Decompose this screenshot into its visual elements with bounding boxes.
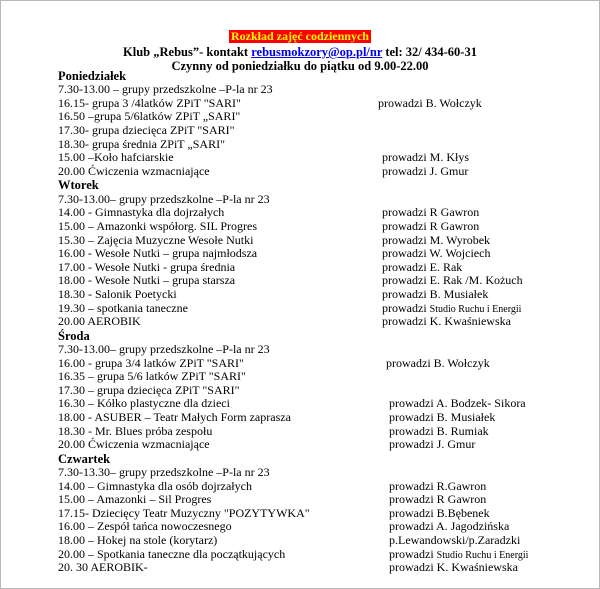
instructor: prowadzi E. Rak xyxy=(382,259,463,274)
phone-number: tel: 32/ 434-60-31 xyxy=(382,45,477,59)
activity: 20.00 Ćwiczenia wzmacniające xyxy=(58,437,210,452)
instructor: prowadzi R Gawron xyxy=(382,218,480,233)
day-heading-monday: Poniedziałek xyxy=(58,69,127,83)
activity: 20.00 Ćwiczenia wzmacniające xyxy=(58,163,210,178)
activity: 18.30- grupa średnia ZPiT „SARI" xyxy=(58,136,225,151)
activity: 15.30 – Zajęcia Muzyczne Wesołe Nutki xyxy=(58,232,254,247)
instructor: prowadzi B. Musiałek xyxy=(382,286,489,301)
schedule-row xyxy=(58,520,598,534)
schedule-row xyxy=(58,466,598,480)
schedule-row xyxy=(58,138,598,152)
activity: 16.35 – grupa 5/6 latków ZPiT "SARI" xyxy=(58,369,246,384)
instructor: prowadzi K. Kwaśniewska xyxy=(382,314,511,329)
schedule-row xyxy=(58,220,598,234)
schedule-row xyxy=(58,165,598,179)
email-link[interactable]: rebusmokzory@op.pl/nr xyxy=(251,45,383,59)
schedule-row xyxy=(58,493,598,507)
activity: 18.30 - Salonik Poetycki xyxy=(58,286,177,301)
schedule-row xyxy=(58,274,598,288)
instructor: prowadzi R.Gawron xyxy=(389,478,487,493)
activity: 7.30-13.30– grupy przedszkolne –P-la nr 23 xyxy=(58,465,270,480)
schedule-row xyxy=(58,206,598,220)
schedule-row xyxy=(58,151,598,165)
activity: 20. 30 AEROBIK- xyxy=(58,560,148,575)
schedule-row xyxy=(58,247,598,261)
activity: 17.30- grupa dziecięca ZPiT "SARI" xyxy=(58,123,235,138)
schedule-row xyxy=(58,234,598,248)
instructor: prowadzi K. Kwaśniewska xyxy=(389,560,518,575)
activity: 16.00 - grupa 3/4 latków ZPiT "SARI" xyxy=(58,355,244,370)
instructor: p.Lewandowski/p.Zaradzki xyxy=(389,533,521,547)
activity: 16.15- grupa 3 /4latków ZPiT "SARI" xyxy=(58,95,241,110)
contact-line xyxy=(0,45,600,59)
day-heading-wednesday: Środa xyxy=(58,328,90,343)
schedule-row xyxy=(58,561,598,575)
instructor-prefix: prowadzi xyxy=(389,546,437,561)
activity: 15.00 – Amazonki – Sil Progres xyxy=(58,492,212,507)
schedule-row xyxy=(58,261,598,275)
schedule-row xyxy=(58,343,598,357)
instructor: prowadzi J. Gmur xyxy=(382,163,469,178)
schedule-row xyxy=(58,425,598,439)
schedule-row xyxy=(58,302,598,316)
activity: 20.00 – Spotkania taneczne dla początkujących xyxy=(58,546,286,561)
activity: 16.50 –grupa 5/6latków ZPiT „SARI" xyxy=(58,109,241,124)
instructor: prowadzi M. Kłys xyxy=(382,150,469,165)
activity: 17.30 – grupa dziecięca ZPiT "SARI" xyxy=(58,382,240,397)
instructor-studio: Studio Ruchu i Energii xyxy=(429,303,522,315)
schedule-row xyxy=(58,357,598,371)
schedule-row xyxy=(58,97,598,111)
day-heading-tuesday: Wtorek xyxy=(58,178,99,193)
activity: 7.30-13.00– grupy przedszkolne –P-la nr 23 xyxy=(58,341,270,356)
schedule-row xyxy=(58,507,598,521)
schedule-row xyxy=(58,110,598,124)
instructor: prowadzi B. Wołczyk xyxy=(386,355,490,370)
activity: 17.00 - Wesołe Nutki - grupa średnia xyxy=(58,259,236,274)
activity: 14.00 – Gimnastyka dla osób dojrzałych xyxy=(58,478,252,493)
instructor: prowadzi R Gawron xyxy=(382,205,480,220)
instructor: prowadzi R Gawron xyxy=(389,492,487,507)
activity: 17.15- Dziecięcy Teatr Muzyczny "POZYTYWKA" xyxy=(58,505,310,520)
schedule-row xyxy=(58,193,598,207)
schedule-row xyxy=(58,397,598,411)
instructor: prowadzi A. Jagodzińska xyxy=(389,519,510,534)
club-label: Klub „Rebus”- kontakt xyxy=(123,45,252,59)
instructor: prowadzi M. Wyrobek xyxy=(382,232,491,247)
instructor: prowadzi W. Wojciech xyxy=(382,246,491,261)
instructor-prefix: prowadzi xyxy=(382,300,430,315)
schedule-row xyxy=(58,124,598,138)
schedule-row xyxy=(58,480,598,494)
activity: 16.30 – Kółko plastyczne dla dzieci xyxy=(58,396,230,411)
activity: 18.00 - Wesołe Nutki – grupa starsza xyxy=(58,273,236,288)
activity: 16.00 – Zespół tańca nowoczesnego xyxy=(58,519,232,534)
activity: 19.30 – spotkania taneczne xyxy=(58,300,188,315)
schedule-row xyxy=(58,384,598,398)
schedule xyxy=(58,69,598,575)
schedule-row xyxy=(58,438,598,452)
activity: 15.00 – Amazonki współorg. SIL Progres xyxy=(58,218,257,233)
activity: 20.00 AEROBIK xyxy=(58,314,141,329)
instructor: prowadzi E. Rak /M. Kożuch xyxy=(382,273,523,288)
instructor-studio: Studio Ruchu i Energii xyxy=(436,549,529,561)
activity: 18.30 - Mr. Blues próba zespołu xyxy=(58,423,213,438)
instructor: prowadzi B. Wołczyk xyxy=(378,95,482,110)
instructor: prowadzi J. Gmur xyxy=(389,437,476,452)
schedule-row xyxy=(58,288,598,302)
activity: 16.00 - Wesołe Nutki – grupa najmłodsza xyxy=(58,246,258,261)
activity: 7.30-13.00 – grupy przedszkolne –P-la nr 23 xyxy=(58,82,273,97)
schedule-row xyxy=(58,83,598,97)
activity: 18.00 – Hokej na stole (korytarz) xyxy=(58,533,218,547)
schedule-row xyxy=(58,315,598,329)
schedule-row xyxy=(58,534,598,548)
activity: 7.30-13.00– grupy przedszkolne –P-la nr 23 xyxy=(58,191,270,206)
schedule-row xyxy=(58,548,598,562)
document-title: Rozkład zajęć codziennych xyxy=(231,29,369,43)
day-heading-thursday: Czwartek xyxy=(58,451,111,466)
instructor: prowadzi B.Bębenek xyxy=(389,505,490,520)
activity: 15.00 –Koło hafciarskie xyxy=(58,150,174,165)
document-header xyxy=(0,27,600,73)
opening-hours: Czynny od poniedziałku do piątku od 9.00-22.00 xyxy=(171,59,429,73)
instructor: prowadzi B. Rumiak xyxy=(389,423,489,438)
schedule-row xyxy=(58,411,598,425)
instructor: prowadzi B. Musiałek xyxy=(389,409,496,424)
instructor: prowadzi A. Bodzek- Sikora xyxy=(389,396,526,411)
schedule-row xyxy=(58,370,598,384)
activity: 18.00 - ASUBER – Teatr Małych Form zaprasza xyxy=(58,409,291,424)
activity: 14.00 - Gimnastyka dla dojrzałych xyxy=(58,205,225,220)
